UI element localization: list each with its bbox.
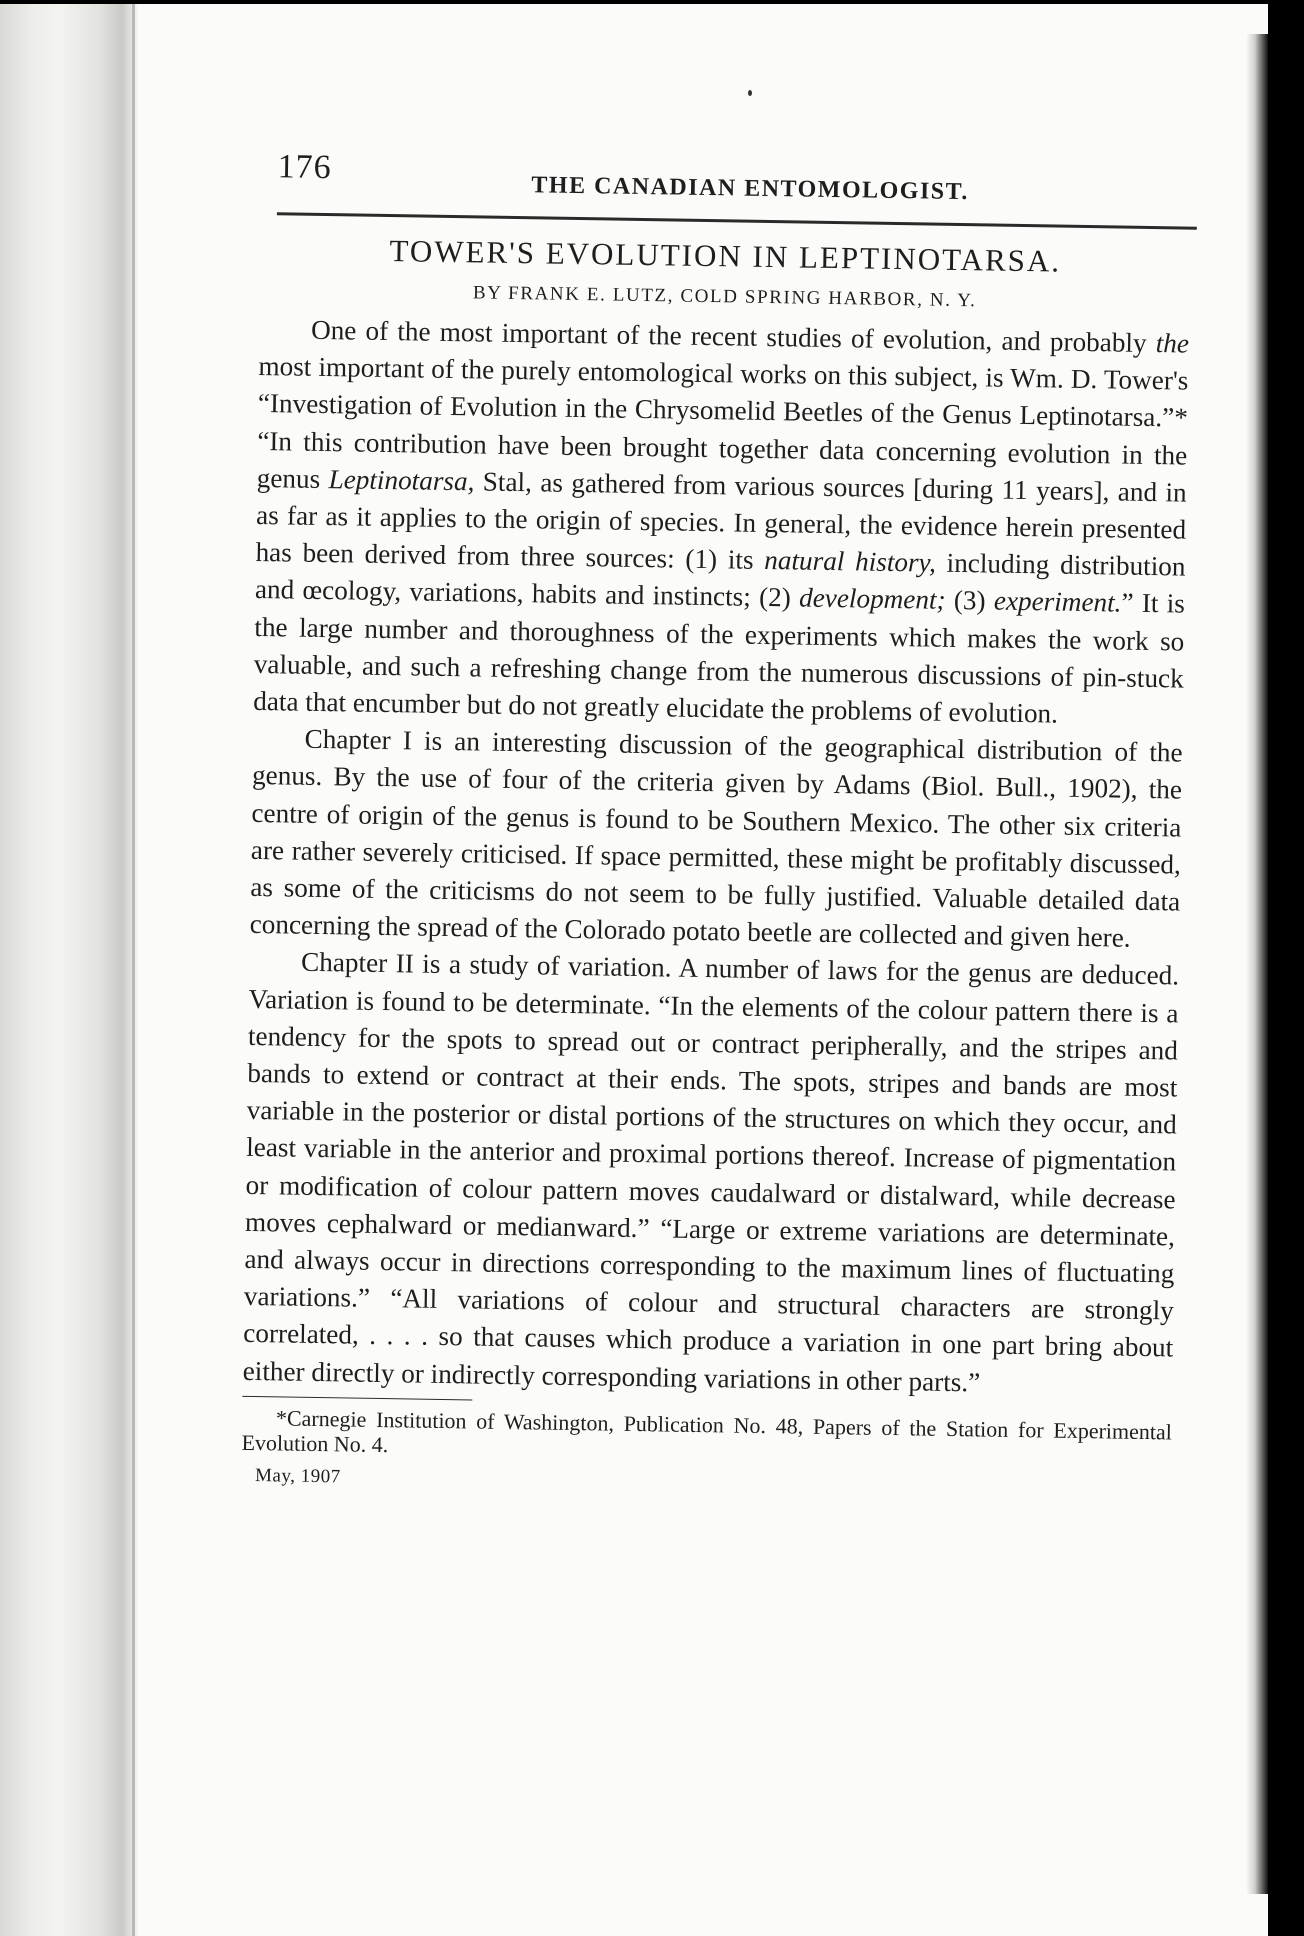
text-span: ” It is the large number and thoroughness of the experiments which makes the work so valuable, and such a refreshing change from the numerous discussions of pin-stuck data that encumber but do not greatly elucidate the problems of evolution. [253,587,1186,729]
article-byline: BY FRANK E. LUTZ, COLD SPRING HARBOR, N. Y. [472,282,977,312]
text-span: One of the most important of the recent studies of evolution, and probably [310,314,1157,359]
italic-span: natural history, [764,545,937,578]
page-sheet [0,4,1268,1936]
page-edge-shadow [1246,34,1268,1894]
italic-span: the [1155,328,1190,359]
date-signature: May, 1907 [254,1464,341,1488]
page-number: 176 [277,148,332,187]
text-span: including distribution and œcology, variations, habits and instincts; (2) [254,547,1186,613]
paragraph-1 [253,311,1189,735]
footnote-rule [242,1396,472,1401]
paragraph-2: Chapter I is an interesting discussion of the geographical distribution of the genus. By the use of four of the criteria given by Adams (Biol. Bull., 1902), the centre of origin of the genus is found to be Southern Mexico. The other six criteria are rather severely criticised. If space permitted, these might be profitably discussed, as some of the criticisms do not seem to be fully justified. Valuable detailed data concerning the spread of the Colorado potato beetle are collected and given here. [249,723,1183,953]
journal-title: THE CANADIAN ENTOMOLOGIST. [531,172,970,206]
binding-gutter [0,4,138,1936]
italic-span: experiment. [993,585,1122,618]
text-span: (3) [945,585,995,616]
page-content [241,144,1192,1501]
running-head [261,144,1192,219]
text-span: most important of the purely entomological works on this subject, is Wm. D. Tower's “Investigation of Evolution in the Chrysomelid Beetles of the Genus Leptinotarsa.”* “In this contribution have been brought together data concerning evolution in the genus [256,351,1189,494]
italic-span: development; [798,582,946,616]
article-title: TOWER'S EVOLUTION IN LEPTINOTARSA. [389,233,1062,279]
text-span: Stal, as gathered from various sources [during 11 years], and in as far as it applies to the origin of species. In general, the evidence herein presented has been derived from three sources: (1) its [255,466,1187,576]
gutter-shadow-line [132,4,135,1936]
paragraph-3: Chapter II is a study of variation. A number of laws for the genus are deduced. Variation is found to be determinate. “In the elements of the colour pattern there is a tendency for the spots to spread out or contract peripherally, and the stripes and bands to extend or contract at their ends. The spots, stripes and bands are most variable in the posterior or distal portions of the structures on which they occur, and least variable in the anterior and proximal portions thereof. Increase of pigmentation or modification of colour pattern moves caudalward or distalward, while decrease moves cephalward or medianward.” “Large or extreme variations are determinate, and always occur in directions corresponding to the maximum lines of fluctuating variations.” “All variations of colour and structural characters are strongly correlated, . . . . so that causes which produce a variation in one part bring about either directly or indirectly corresponding variations in other parts.” [242,947,1180,1398]
italic-span: Leptinotarsa, [328,463,475,497]
scan-speck [748,90,752,96]
footnote: *Carnegie Institution of Washington, Publication No. 48, Papers of the Station for Experimental Evolution No. 4. [241,1405,1173,1458]
